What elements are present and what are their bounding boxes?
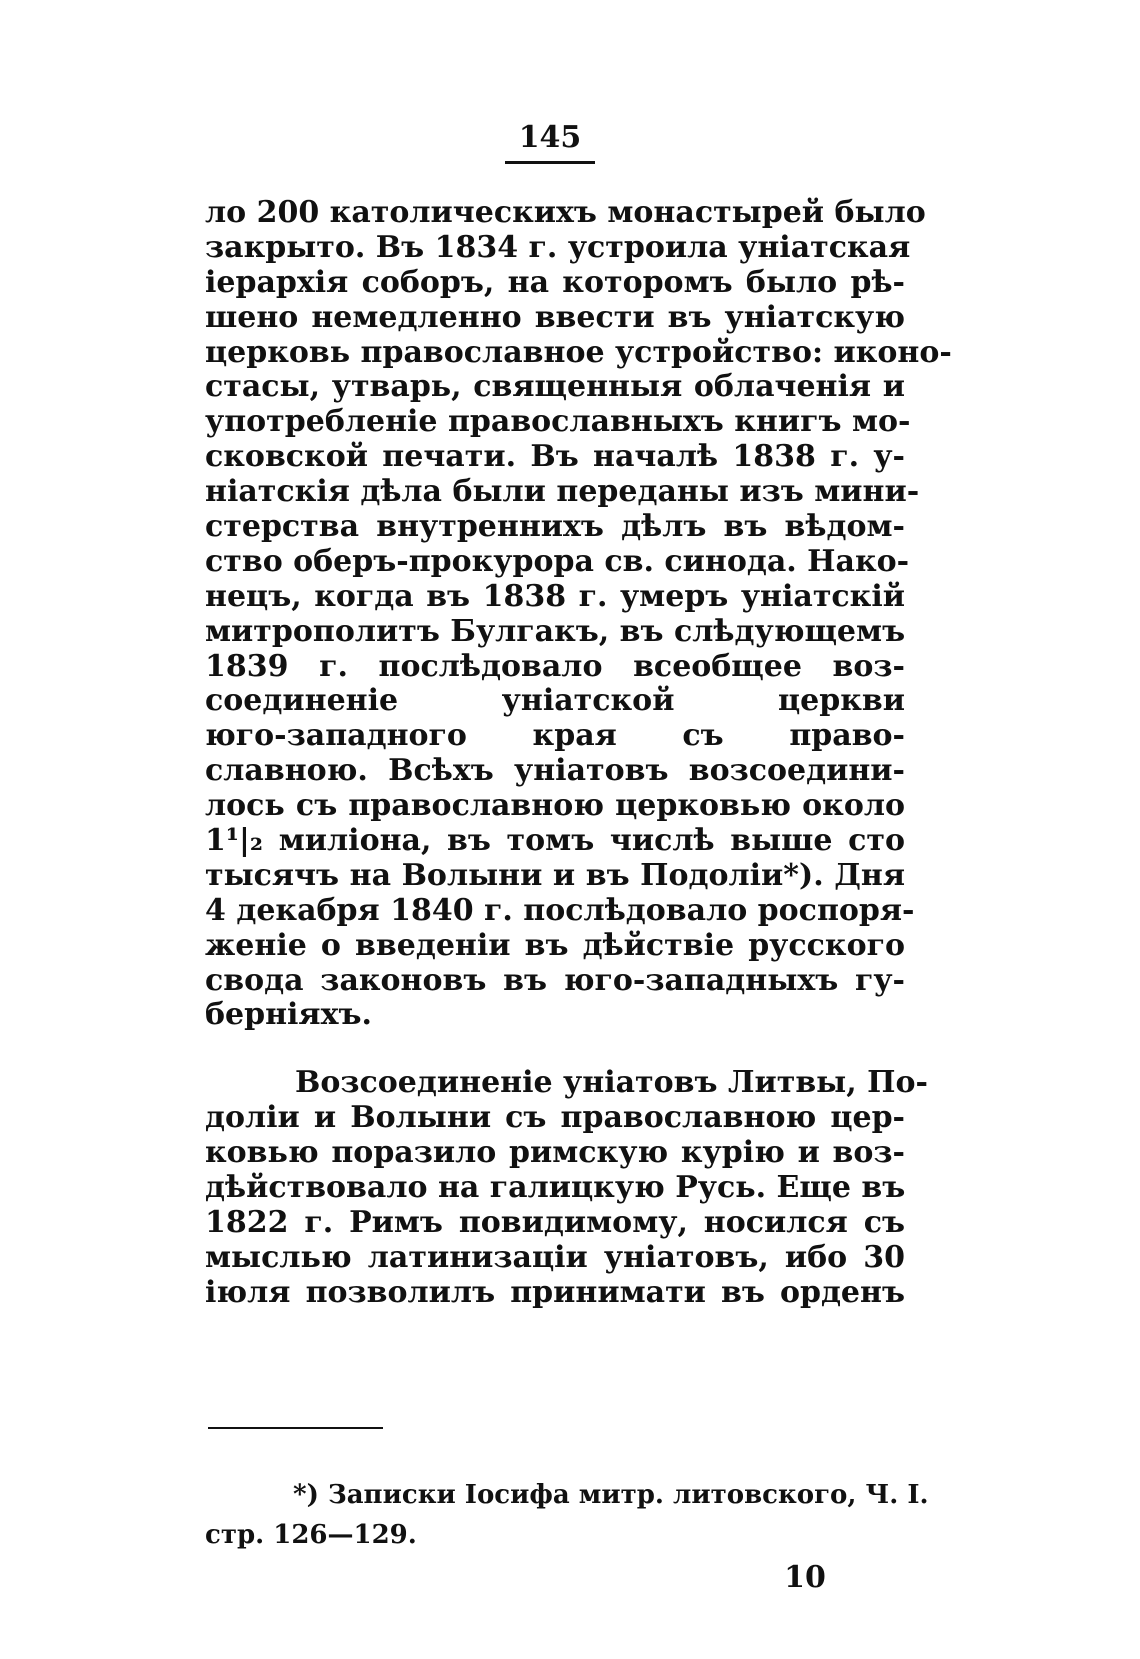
- footnote-separator: [208, 1427, 383, 1429]
- text-line: 1822 г. Римъ повидимому, носился съ: [205, 1204, 905, 1240]
- paragraph: [205, 195, 952, 1033]
- page-number-underline: [505, 161, 595, 164]
- text-line: 1¹|₂ миліона, въ томъ числѣ выше сто: [205, 823, 905, 859]
- text-line: ло 200 католическихъ монастырей было: [205, 195, 926, 230]
- text-line: 4 декабря 1840 г. послѣдовало роспоря-: [205, 892, 915, 928]
- text-line: стасы, утварь, священныя облаченія и: [205, 369, 905, 405]
- text-line: закрыто. Въ 1834 г. устроила уніатская: [205, 229, 911, 265]
- text-line: соединеніе уніатской церкви: [205, 683, 905, 719]
- text-line: ство оберъ-прокурора св. синода. Нако-: [205, 543, 910, 579]
- text-line: іерархія соборъ, на которомъ было рѣ-: [205, 264, 905, 300]
- text-line: шено немедленно ввести въ уніатскую: [205, 299, 905, 335]
- text-line: лось съ православною церковью около: [205, 788, 905, 824]
- text-line: женіе о введеніи въ дѣйствіе русского: [205, 927, 905, 963]
- text-line: употребленіе православныхъ книгъ мо-: [205, 404, 911, 440]
- body-text: [205, 195, 952, 1311]
- page-number: 145: [518, 120, 582, 155]
- text-line: нецъ, когда въ 1838 г. умеръ уніатскій: [205, 578, 905, 614]
- text-line: іюля позволилъ принимати въ орденъ: [205, 1274, 905, 1310]
- paragraph: [205, 1065, 928, 1310]
- text-line: берніяхъ.: [205, 997, 372, 1033]
- text-line: 1839 г. послѣдовало всеобщее воз-: [205, 648, 905, 684]
- text-line: стерства внутреннихъ дѣлъ въ вѣдом-: [205, 509, 905, 545]
- text-line: ніатскія дѣла были переданы изъ мини-: [205, 474, 920, 510]
- text-line: славною. Всѣхъ уніатовъ возсоедини-: [205, 753, 905, 789]
- text-line: дѣйствовало на галицкую Русь. Еще въ: [205, 1170, 906, 1206]
- text-line: церковь православное устройство: иконо-: [205, 334, 952, 370]
- footnote: [205, 1475, 929, 1555]
- text-line: митрополитъ Булгакъ, въ слѣдующемъ: [205, 613, 906, 649]
- signature-mark: 10: [784, 1560, 826, 1595]
- text-line: свода законовъ въ юго-западныхъ гу-: [205, 962, 905, 998]
- text-line: сковской печати. Въ началѣ 1838 г. у-: [205, 439, 905, 475]
- paragraph-gap: [205, 1033, 905, 1066]
- text-line: Возсоединеніе уніатовъ Литвы, По-: [295, 1065, 928, 1101]
- text-line: юго-западного края съ право-: [205, 718, 905, 754]
- text-line: тысячъ на Волыни и въ Подоліи*). Дня: [205, 857, 905, 893]
- footnote-line: стр. 126—129.: [205, 1520, 417, 1550]
- text-line: ковью поразило римскую курію и воз-: [205, 1135, 905, 1171]
- text-line: мыслью латинизаціи уніатовъ, ибо 30: [205, 1239, 905, 1275]
- footnote-line: *) Записки Іосифа митр. литовского, Ч. I.: [293, 1480, 929, 1510]
- text-line: доліи и Волыни съ православною цер-: [205, 1100, 905, 1136]
